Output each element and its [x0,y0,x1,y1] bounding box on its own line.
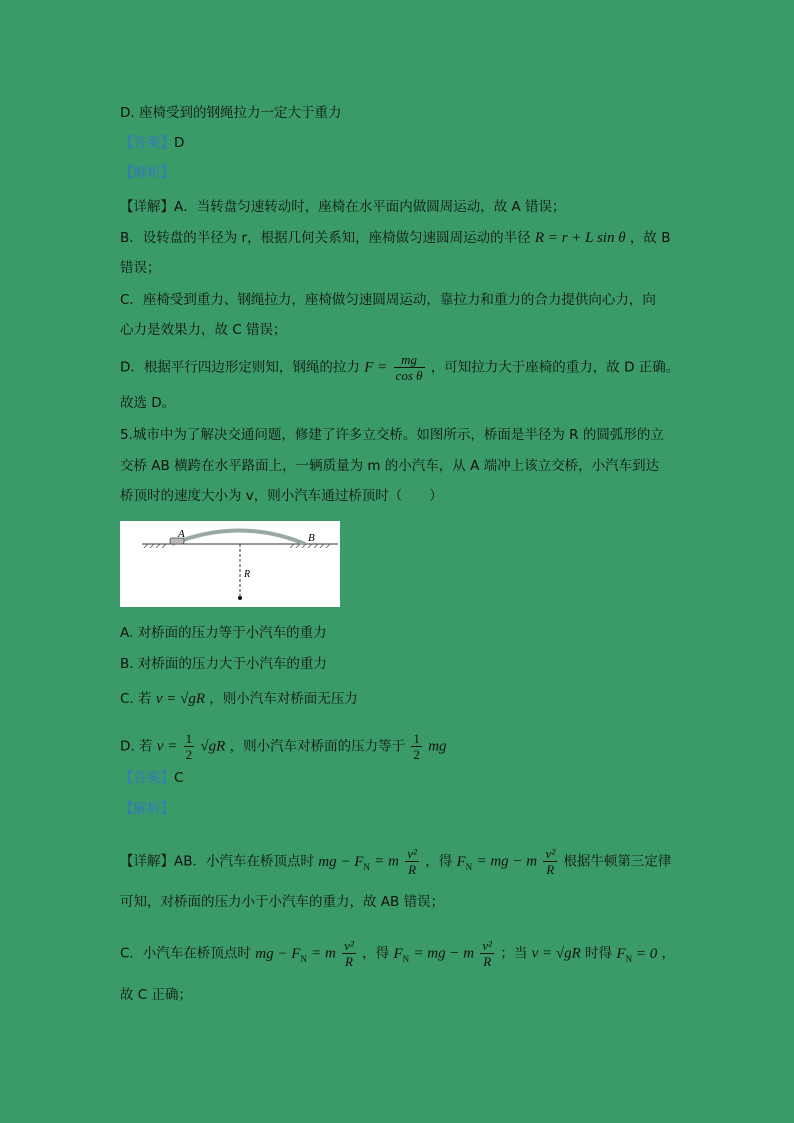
option-d-prefix: D. 若 [120,738,153,755]
detail-b-formula: R = r + L sin θ [534,230,626,246]
option-b: B. 对桥面的压力大于小汽车的重力 [120,656,327,672]
frac-num: v² [344,938,354,953]
question-5-line3: 桥顶时的速度大小为 v，则小汽车通过桥顶时（ ） [120,488,443,504]
option-d-sqrt: √gR [200,738,226,755]
frac-num: mg [394,352,425,368]
analysis-tag-1: 【解析】 [120,165,174,181]
question-5-line2: 交桥 AB 横跨在水平路面上，一辆质量为 m 的小汽车，从 A 端冲上该立交桥，小汽车到达 [120,458,660,474]
detail-d-text: D．根据平行四边形定则知，钢绳的拉力 [120,359,360,376]
c-fraction-1 [342,938,356,969]
detail-ab-2: 可知，对桥面的压力小于小汽车的重力，故 AB 错误； [120,894,445,910]
bridge-arc [172,531,305,545]
eq2-right: = mg − m [476,853,538,870]
c-result: $F_N = 0$ [616,945,658,964]
c-eq1-right: = m [311,945,336,962]
answer-1 [120,133,184,153]
option-d-mid: ，则小汽车对桥面的压力等于 [229,738,406,755]
eq1-right: = m [374,853,399,870]
c-condition: v = √gR [531,945,581,962]
frac-den: 2 [185,747,193,762]
answer-tag: 【答案】 [120,770,174,786]
frac-den: 2 [413,747,420,762]
frac-den: R [345,954,353,969]
frac-num: 1 [185,731,193,746]
c-eq2-right: = mg − m [413,945,475,962]
frac-num: 1 [413,731,420,746]
frac-num: v² [482,938,493,953]
option-c-formula: v = √gR [155,691,205,707]
label-r: R [244,569,251,580]
detail-d [120,352,679,383]
detail-b-text: B．设转盘的半径为 r，根据几何关系知，座椅做匀速圆周运动的半径 [120,230,531,246]
c-semi: ；当 [500,945,528,962]
detail-b [120,228,670,248]
center-dot [238,596,242,600]
option-c-prefix: C. 若 [120,691,152,707]
eq1-left: mg − $F_N$ [318,853,370,872]
frac-num: v² [407,846,417,861]
fraction-mg-cos [394,352,425,383]
eq2-left: $F_N$ [456,853,473,872]
detail-b-end: ，故 B [629,230,671,246]
c-eq1-left: mg − $F_N$ [255,945,307,964]
detail-c-correct: 故 C 正确； [120,987,193,1003]
detail-a: 【详解】A．当转盘匀速转动时，座椅在水平面内做圆周运动，故 A 错误； [120,199,566,215]
option-c-end: ，则小汽车对桥面无压力 [209,691,358,707]
label-b: B [308,532,315,544]
c-mid: ，得 [362,945,390,962]
fraction-v2-r [405,846,419,877]
frac-den: R [546,862,555,877]
c-end: ， [661,945,676,962]
detail-d-end: ，可知拉力大于座椅的重力，故 D 正确。 [430,359,680,376]
answer-value: D [174,135,185,151]
option-c [120,689,358,709]
answer-value: C [174,770,184,786]
analysis-tag-2: 【解析】 [120,801,174,817]
detail-b-cont: 错误； [120,260,161,276]
detail-c-1: C．座椅受到重力、钢绳拉力，座椅做匀速圆周运动，靠拉力和重力的合力提供向心力，向 [120,292,656,308]
answer-tag: 【答案】 [120,135,174,151]
frac-den: cos θ [395,368,423,383]
formula-f: F = [364,359,388,376]
detail-ab-prefix: 【详解】AB．小汽车在桥顶点时 [120,853,314,870]
label-a: A [178,528,185,540]
frac-den: R [483,954,492,969]
detail-ab-mid: ，得 [425,853,453,870]
frac-den: R [408,862,417,877]
answer-2 [120,768,183,788]
bridge-figure [120,521,340,607]
option-d-half [184,731,195,762]
detail-c-prefix: C．小汽车在桥顶点时 [120,945,251,962]
bridge-diagram [120,521,340,607]
detail-ab-1 [120,846,671,877]
detail-c-q5 [120,938,675,969]
detail-c-2: 心力是效果力，故 C 错误； [120,322,287,338]
fraction-v2-r-2 [543,846,557,877]
option-d [120,731,447,762]
choose-d: 故选 D。 [120,395,176,411]
option-d-mg: mg [428,738,447,755]
c-eq2-left: $F_N$ [393,945,410,964]
option-d-v: v = [156,738,178,755]
c-when: 时得 [585,945,613,962]
option-a: A. 对桥面的压力等于小汽车的重力 [120,625,327,641]
option-d-half2 [411,731,422,762]
option-d-previous: D. 座椅受到的钢绳拉力一定大于重力 [120,105,342,121]
detail-ab-end: 根据牛顿第三定律 [563,853,672,870]
question-5-line1: 5.城市中为了解决交通问题，修建了许多立交桥。如图所示，桥面是半径为 R 的圆弧形的立 [120,427,664,443]
c-fraction-2 [480,938,494,969]
frac-num: v² [545,846,556,861]
